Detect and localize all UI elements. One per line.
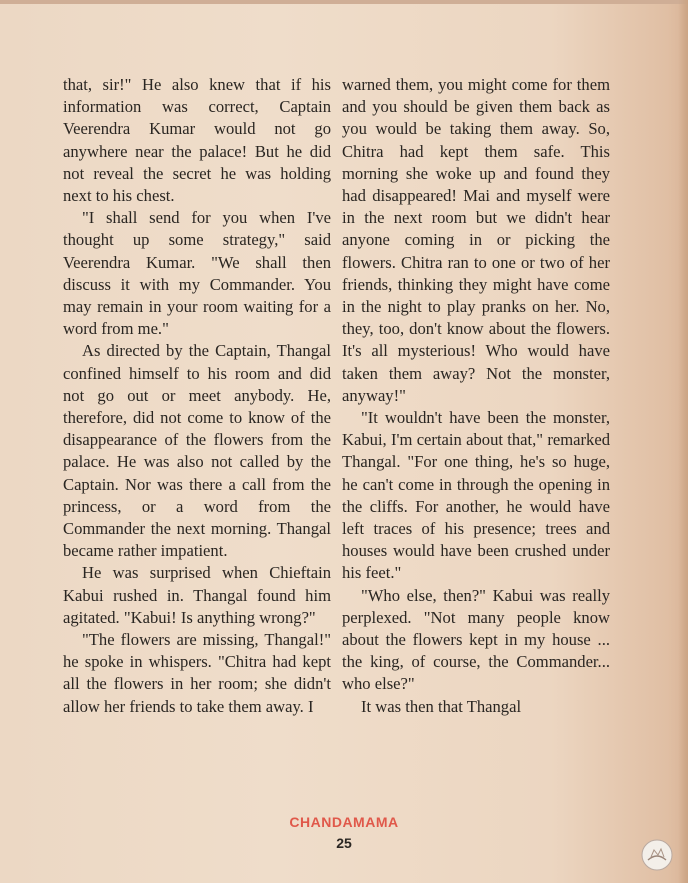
right-text-column <box>342 74 610 718</box>
page-number: 25 <box>336 835 352 851</box>
paragraph: It was then that Thangal <box>361 696 522 716</box>
page-shadow <box>678 0 688 883</box>
paragraph: "I shall send for you when I've thought up some strategy," said Veerendra Kumar. "We shall then discuss it with my Commander. You may remain in your room waiting for a word from me." <box>63 208 331 339</box>
paragraph: "Who else, then?" Kabui was really perplexed. "Not many people know about the flowers kept in my house ... the king, of course, the Commander... who else?" <box>342 585 610 694</box>
left-text-column <box>63 74 331 718</box>
page-edge <box>0 0 688 4</box>
paragraph: warned them, you might come for them and you should be given them back as you would be taking them away. So, Chitra had kept them safe. This morning she woke up and found they had disappeared! Mai and myself were in the next room but we didn't hear anyone coming in or picking the flowers. Chitra ran to one or two of her friends, thinking they might have come in the night to play pranks on her. No, they, too, don't know about the flowers. It's all mysterious! Who would have taken them away? Not the monster, anyway!" <box>342 75 610 405</box>
magazine-title: CHANDAMAMA <box>289 814 399 830</box>
paragraph: As directed by the Captain, Thangal confined himself to his room and did not go out or meet anybody. He, therefore, did not come to know of the disappearance of the flowers from the palace. He was also not called by the Captain. Nor was there a call from the princess, or a word from the Commander the next morning. Thangal became rather impatient. <box>63 341 331 561</box>
paragraph: that, sir!" He also knew that if his information was correct, Captain Veerendra Kumar would not go anywhere near the palace! But he did not reveal the secret he was holding next to his chest. <box>63 75 331 206</box>
paragraph: "The flowers are missing, Thangal!" he spoke in whispers. "Chitra had kept all the flowers in her room; she didn't allow her friends to take them away. I <box>63 630 331 716</box>
paragraph: "It wouldn't have been the monster, Kabui, I'm certain about that," remarked Thangal. "For one thing, he's so huge, he can't come in through the opening in the cliffs. For another, he would have left traces of his presence; trees and houses would have been crushed under his feet." <box>342 408 610 583</box>
library-stamp-icon <box>640 838 674 872</box>
paragraph: He was surprised when Chieftain Kabui rushed in. Thangal found him agitated. "Kabui! Is anything wrong?" <box>63 563 331 627</box>
